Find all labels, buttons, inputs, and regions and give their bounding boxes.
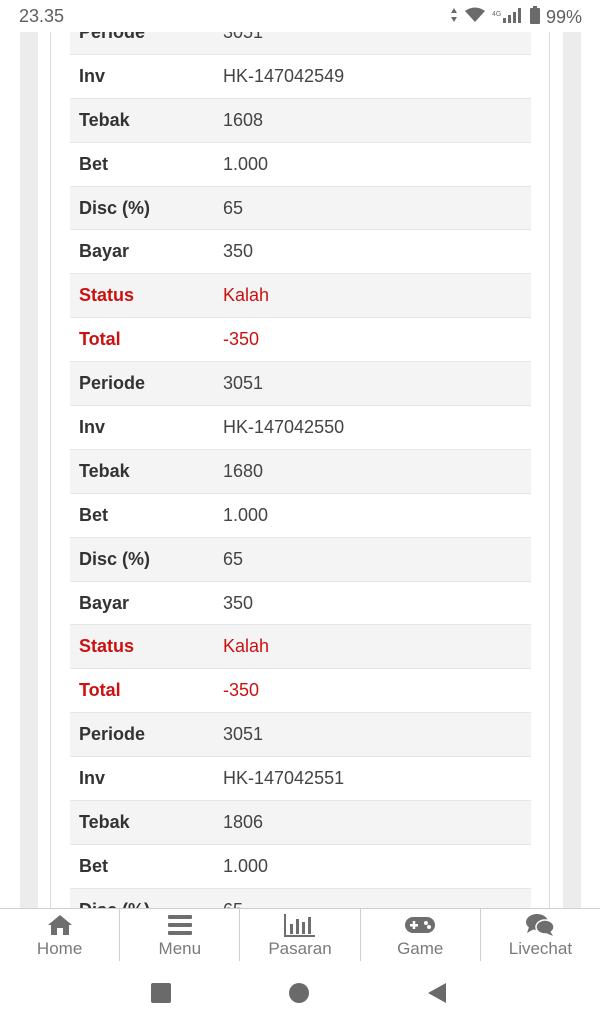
table-row (70, 801, 531, 845)
table-row (70, 274, 531, 318)
row-label: Bayar (79, 241, 130, 262)
table-row (70, 713, 531, 757)
table-row (70, 143, 531, 187)
row-label: Inv (79, 416, 106, 437)
row-label: Status (79, 285, 135, 306)
row-label: Periode (79, 724, 146, 745)
bet-detail-table (70, 11, 531, 933)
table-row (70, 406, 531, 450)
page-content[interactable] (0, 32, 600, 908)
row-label: Tebak (79, 109, 130, 130)
status-time: 23.35 (19, 6, 65, 26)
nav-pasaran[interactable] (240, 909, 360, 961)
table-row (70, 538, 531, 582)
table-row (70, 55, 531, 99)
row-label: Disc (%) (79, 548, 151, 569)
left-gutter (20, 32, 38, 908)
signal-icon (492, 7, 524, 28)
row-label: Tebak (79, 811, 130, 832)
row-value: 3051 (223, 373, 264, 394)
table-row (70, 318, 531, 362)
chat-icon (525, 912, 555, 938)
row-label: Bet (79, 153, 109, 174)
table-row (70, 757, 531, 801)
home-system-button[interactable] (288, 982, 310, 1009)
row-value: 65 (223, 548, 244, 569)
row-label: Total (79, 680, 121, 701)
row-value: 350 (223, 592, 254, 613)
row-value: -350 (223, 680, 260, 701)
table-row (70, 99, 531, 143)
battery-percent: 99% (545, 7, 582, 27)
row-value: 1.000 (223, 153, 269, 174)
nav-game[interactable] (361, 909, 481, 961)
row-label: Inv (79, 768, 106, 789)
system-nav-bar (0, 961, 600, 1024)
status-icons (450, 6, 582, 29)
right-gutter (563, 32, 581, 908)
table-row (70, 230, 531, 274)
row-value: 1.000 (223, 855, 269, 876)
table-row (70, 845, 531, 889)
row-label: Total (79, 329, 121, 350)
table-row (70, 625, 531, 669)
menu-icon (167, 912, 193, 938)
row-value: 350 (223, 241, 254, 262)
row-label: Disc (%) (79, 197, 151, 218)
table-row (70, 187, 531, 231)
bar-chart-icon (284, 912, 316, 938)
row-value: Kalah (223, 636, 270, 657)
nav-menu[interactable] (120, 909, 240, 961)
nav-home[interactable] (0, 909, 120, 961)
table-row (70, 582, 531, 626)
nav-game-label: Game (397, 938, 444, 958)
row-label: Inv (79, 65, 106, 86)
table-row (70, 362, 531, 406)
row-label: Bet (79, 855, 109, 876)
table-row (70, 494, 531, 538)
row-value: 1608 (223, 109, 264, 130)
row-label: Tebak (79, 460, 130, 481)
nav-home-label: Home (36, 938, 83, 958)
data-arrows-icon (450, 7, 458, 28)
nav-livechat[interactable] (481, 909, 600, 961)
row-value: HK-147042551 (223, 768, 345, 789)
status-bar (0, 0, 600, 32)
row-value: 3051 (223, 724, 264, 745)
back-button[interactable] (426, 982, 448, 1009)
row-value: 1680 (223, 460, 264, 481)
recents-button[interactable] (150, 982, 172, 1009)
row-value: 65 (223, 197, 244, 218)
network-type: 4G (491, 11, 502, 18)
battery-icon (530, 6, 540, 29)
row-value: -350 (223, 329, 260, 350)
table-row (70, 450, 531, 494)
row-label: Bet (79, 504, 109, 525)
row-value: 1.000 (223, 504, 269, 525)
row-value: HK-147042549 (223, 65, 345, 86)
row-value: HK-147042550 (223, 416, 345, 437)
nav-menu-label: Menu (158, 938, 202, 958)
nav-livechat-label: Livechat (508, 938, 573, 958)
row-label: Status (79, 636, 135, 657)
row-label: Periode (79, 373, 146, 394)
gamepad-icon (404, 912, 436, 938)
home-icon (47, 912, 73, 938)
bottom-nav (0, 908, 600, 961)
row-value: Kalah (223, 285, 270, 306)
row-value: 1806 (223, 811, 264, 832)
row-label: Bayar (79, 592, 130, 613)
table-row (70, 669, 531, 713)
nav-pasaran-label: Pasaran (268, 938, 332, 958)
wifi-icon (464, 7, 486, 28)
